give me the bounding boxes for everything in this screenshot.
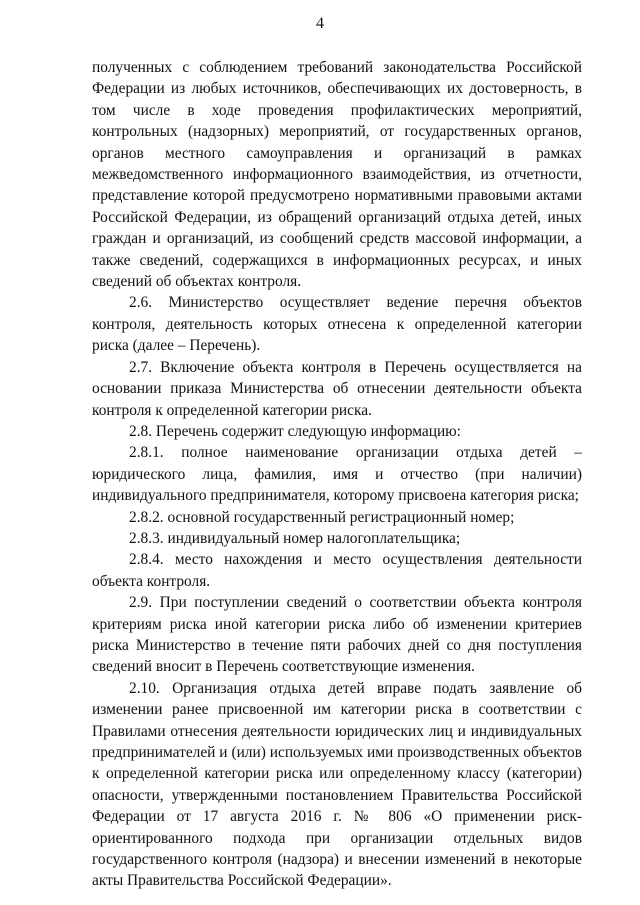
paragraph-continuation: полученных с соблюдением требований законодательства Российской Федерации из любых источников, обеспечивающих их достоверность, в том числе в ходе проведения профилактических мероприятий, контрольных (надзорных) мероприятий, от государственных органов, органов местного самоуправления и организаций в рамках межведомственного информационного взаимодействия, из отчетности, представление которой предусмотрено нормативными правовыми актами Российской Федерации, из обращений организаций отдыха детей, иных граждан и организаций, из сообщений средств массовой информации, а также сведений, содержащихся в информационных ресурсах, и иных сведений об объектах контроля. xyxy=(92,59,582,291)
paragraph-2-8: 2.8. Перечень содержит следующую информацию: xyxy=(129,422,461,440)
paragraph-2-8-3: 2.8.3. индивидуальный номер налогоплательщика; xyxy=(129,529,461,547)
paragraph-2-6: 2.6. Министерство осуществляет ведение перечня объектов контроля, деятельность которых отнесена к определенной категории риска (далее – Перечень). xyxy=(92,294,582,355)
paragraph-2-7: 2.7. Включение объекта контроля в Перечень осуществляется на основании приказа Министерства об отнесении деятельности объекта контроля к определенной категории риска. xyxy=(92,358,582,419)
paragraph-2-8-4: 2.8.4. место нахождения и место осуществления деятельности объекта контроля. xyxy=(92,551,582,590)
paragraph-2-8-1: 2.8.1. полное наименование организации отдыха детей – юридического лица, фамилия, имя и отчество (при наличии) индивидуального предпринимателя, которому присвоена категория риска; xyxy=(92,444,582,505)
paragraph-2-10: 2.10. Организация отдыха детей вправе подать заявление об изменении ранее присвоенной им категории риска в соответствии с Правилами отнесения деятельности юридических лиц и индивидуальных предпринимателей и (или) используемых ими производственных объектов к определенной категории риска или определенному классу (категории) опасности, утвержденными постановлением Правительства Российской Федерации от 17 августа 2016 г. № 806 «О применении риск-ориентированного подхода при организации отдельных видов государственного контроля (надзора) и внесении изменений в некоторые акты Правительства Российской Федерации». xyxy=(92,679,582,890)
page-number: 4 xyxy=(316,15,324,32)
document-body xyxy=(92,57,582,892)
paragraph-2-9: 2.9. При поступлении сведений о соответствии объекта контроля критериям риска иной категории риска либо об изменении критериев риска Министерство в течение пяти рабочих дней со дня поступления сведений вносит в Перечень соответствующие изменения. xyxy=(92,594,582,676)
paragraph-2-8-2: 2.8.2. основной государственный регистрационный номер; xyxy=(129,508,515,526)
